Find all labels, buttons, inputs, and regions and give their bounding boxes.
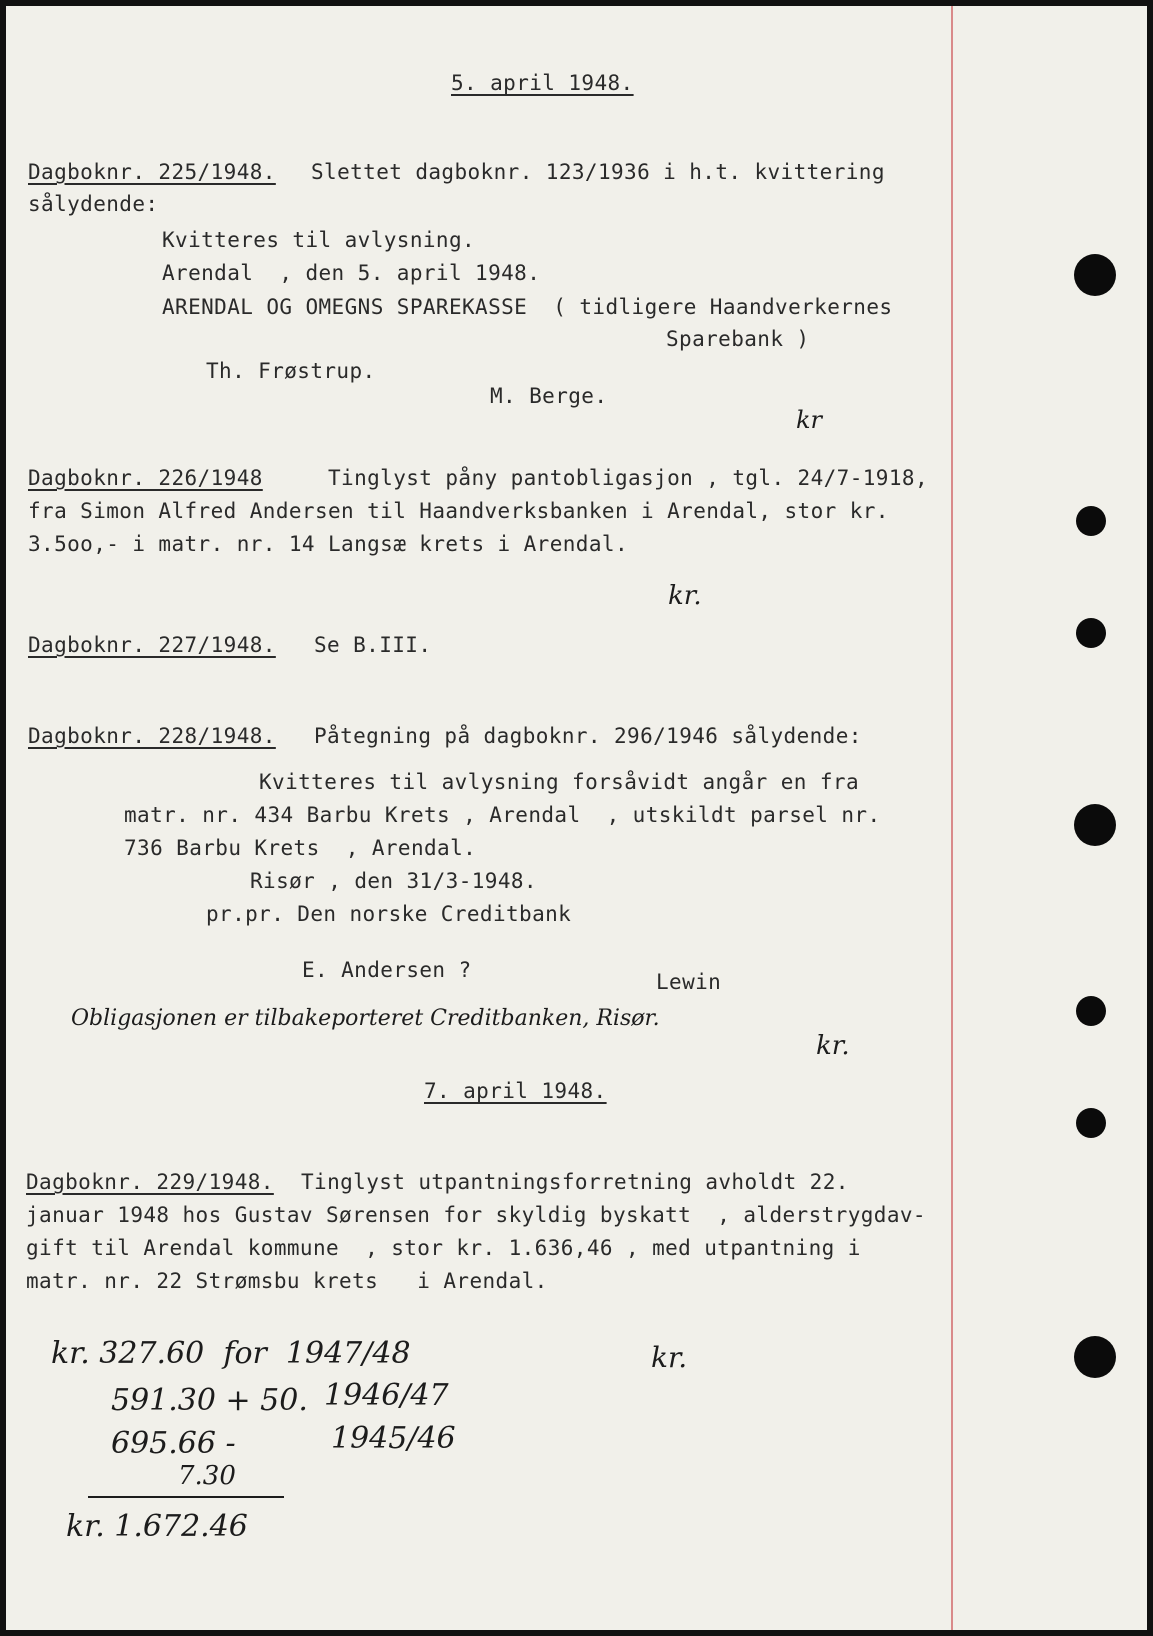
- entry-text: Kvitteres til avlysning forsåvidt angår en fra: [259, 770, 859, 794]
- calc-sum-line: [88, 1496, 284, 1498]
- calc-row: 695.66 -: [111, 1426, 236, 1461]
- handwritten-initials: kr.: [668, 581, 702, 611]
- calc-row: 1946/47: [324, 1378, 449, 1413]
- punch-hole: [1076, 1108, 1106, 1138]
- entry-text: fra Simon Alfred Andersen til Haandverksbanken i Arendal, stor kr.: [28, 499, 889, 523]
- punch-hole: [1076, 996, 1106, 1026]
- entry-text: Arendal , den 5. april 1948.: [162, 261, 541, 285]
- entry-label: Dagboknr. 225/1948.: [28, 160, 276, 184]
- entry-text: matr. nr. 22 Strømsbu krets i Arendal.: [26, 1269, 548, 1293]
- handwritten-initials: kr.: [816, 1031, 850, 1061]
- handwritten-note: Obligasjonen er tilbakeporteret Creditbanken, Risør.: [71, 1006, 660, 1031]
- entry-text: sålydende:: [28, 192, 159, 216]
- margin-line: [951, 6, 953, 1630]
- entry-text: Risør , den 31/3-1948.: [250, 869, 537, 893]
- entry-text: Slettet dagboknr. 123/1936 i h.t. kvittering: [311, 160, 885, 184]
- signature-text: M. Berge.: [490, 384, 608, 408]
- signature-text: Lewin: [656, 970, 722, 994]
- signature-text: E. Andersen ?: [302, 958, 472, 982]
- punch-hole: [1076, 506, 1106, 536]
- entry-text: pr.pr. Den norske Creditbank: [206, 902, 572, 926]
- entry-text: Tinglyst utpantningsforretning avholdt 22.: [301, 1170, 849, 1194]
- signature-text: Th. Frøstrup.: [206, 359, 376, 383]
- calc-total: kr. 1.672.46: [66, 1509, 248, 1544]
- entry-text: Sparebank ): [666, 327, 810, 351]
- calc-row: kr. 327.60 for 1947/48: [51, 1336, 411, 1371]
- entry-label: Dagboknr. 228/1948.: [28, 724, 276, 748]
- punch-hole: [1074, 254, 1116, 296]
- handwritten-initials: kr: [796, 406, 823, 434]
- entry-label: Dagboknr. 226/1948: [28, 466, 263, 490]
- entry-text: 736 Barbu Krets , Arendal.: [124, 836, 477, 860]
- entry-text: Påtegning på dagboknr. 296/1946 sålydende:: [314, 724, 862, 748]
- entry-text: 3.5oo,- i matr. nr. 14 Langsæ krets i Arendal.: [28, 532, 628, 556]
- entry-label: Dagboknr. 227/1948.: [28, 633, 276, 657]
- entry-text: gift til Arendal kommune , stor kr. 1.636,46 , med utpantning i: [26, 1236, 861, 1260]
- entry-text: matr. nr. 434 Barbu Krets , Arendal , utskildt parsel nr.: [124, 803, 881, 827]
- entry-text: Se B.III.: [314, 633, 432, 657]
- calc-row: 7.30: [178, 1461, 236, 1491]
- entry-text: Kvitteres til avlysning.: [162, 228, 476, 252]
- date-heading: 5. april 1948.: [451, 71, 634, 95]
- punch-hole: [1076, 618, 1106, 648]
- punch-hole: [1074, 1336, 1116, 1378]
- handwritten-initials: kr.: [651, 1341, 688, 1374]
- punch-hole: [1074, 804, 1116, 846]
- calc-row: 1945/46: [331, 1421, 456, 1456]
- calc-row: 591.30 + 50.: [111, 1383, 308, 1418]
- entry-text: Tinglyst påny pantobligasjon , tgl. 24/7-1918,: [328, 466, 928, 490]
- entry-text: ARENDAL OG OMEGNS SPAREKASSE ( tidligere Haandverkernes: [162, 295, 893, 319]
- entry-label: Dagboknr. 229/1948.: [26, 1170, 274, 1194]
- date-heading: 7. april 1948.: [424, 1079, 607, 1103]
- entry-text: januar 1948 hos Gustav Sørensen for skyldig byskatt , alderstrygdav-: [26, 1203, 926, 1227]
